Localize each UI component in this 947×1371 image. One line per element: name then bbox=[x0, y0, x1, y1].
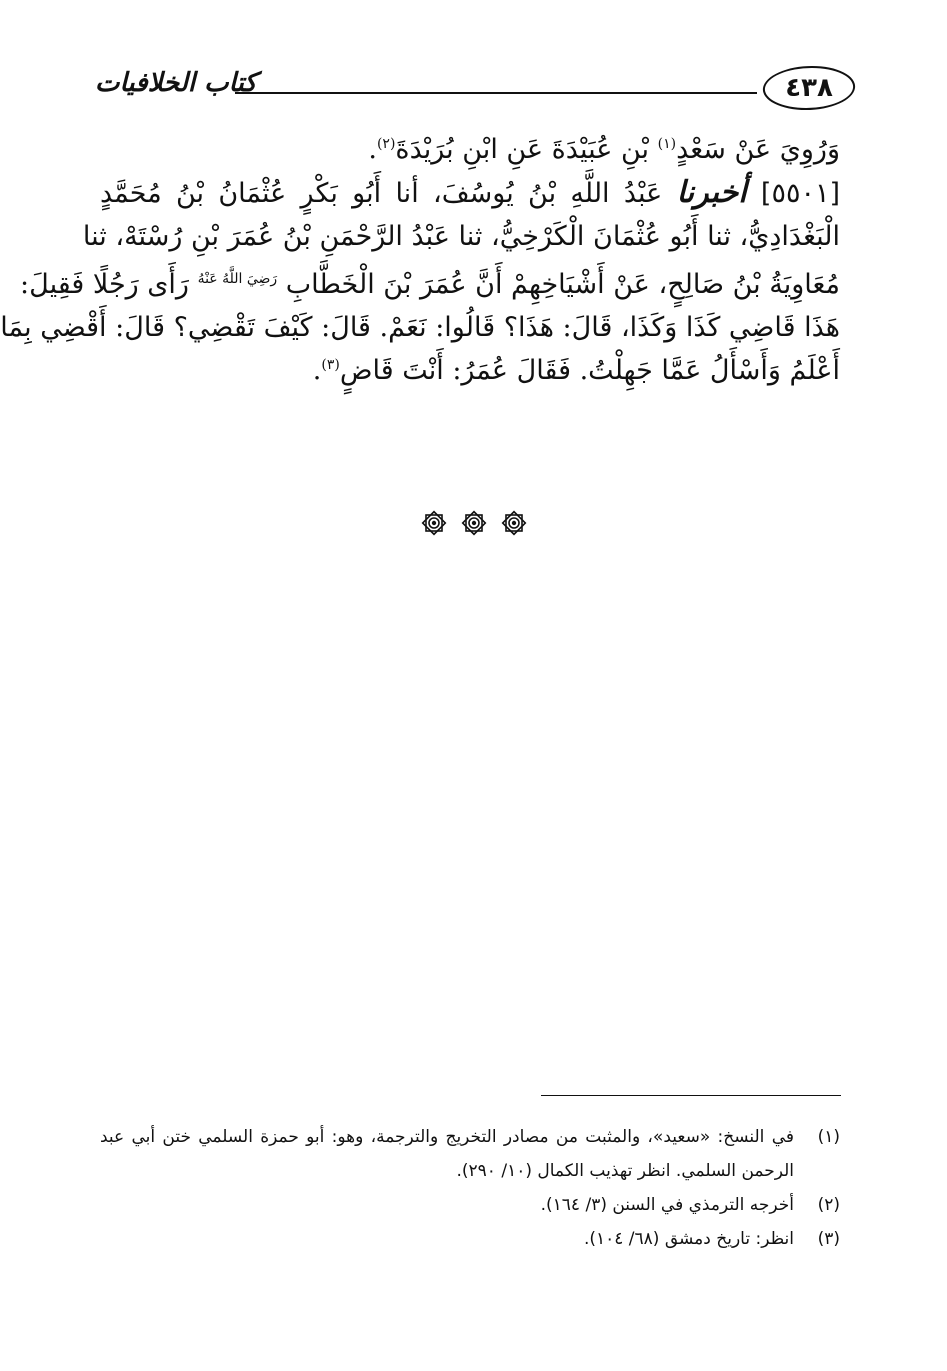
text-segment: . bbox=[368, 134, 377, 165]
footnote-2 bbox=[100, 1188, 840, 1222]
footnote-number: (١) bbox=[817, 1127, 840, 1147]
text-line-4 bbox=[20, 258, 840, 306]
footnote-number: (٢) bbox=[817, 1195, 840, 1215]
footnote-text: في النسخ: «سعيد»، والمثبت من مصادر التخريج والترجمة، وهو: أبو حمزة السلمي ختن أبي عبد الرحمن السلمي. انظر تهذيب الكمال (١٠/ ٢٩٠). bbox=[100, 1127, 794, 1181]
text-line-3: الْبَغْدَادِيُّ، ثنا أَبُو عُثْمَانَ الْكَرْخِيُّ، ثنا عَبْدُ الرَّحْمَنِ بْنُ عُمَرَ بْنِ رُسْتَهْ، ثنا bbox=[82, 221, 840, 252]
footnote-3 bbox=[100, 1222, 840, 1256]
text-line-1 bbox=[100, 128, 840, 171]
page-header bbox=[95, 64, 855, 124]
footnote-number: (٣) bbox=[817, 1229, 840, 1249]
footnote-text: انظر: تاريخ دمشق (٦٨/ ١٠٤). bbox=[583, 1229, 794, 1249]
text-line-6 bbox=[100, 349, 840, 392]
akhbarana-keyword: أخبرنا bbox=[676, 175, 747, 210]
text-segment: مُعَاوِيَةُ بْنُ صَالِحٍ، عَنْ أَشْيَاخِهِمْ أَنَّ عُمَرَ بْنَ الْخَطَّابِ bbox=[285, 269, 840, 300]
ornament-icon bbox=[499, 508, 529, 538]
footnote-ref-2[interactable]: (٢) bbox=[376, 136, 396, 152]
text-segment: بْنِ عُبَيْدَةَ عَنِ ابْنِ بُرَيْدَةَ bbox=[395, 134, 650, 165]
ornament-icon bbox=[419, 508, 449, 538]
book-title: كتاب الخلافيات bbox=[95, 68, 257, 98]
footnotes bbox=[100, 1120, 840, 1256]
text-segment: عَبْدُ اللَّهِ بْنُ يُوسُفَ، أنا أَبُو بَكْرٍ عُثْمَانُ بْنُ مُحَمَّدٍ bbox=[100, 178, 663, 209]
footnote-separator bbox=[541, 1095, 841, 1096]
hadith-number: [٥٥٠١] bbox=[760, 178, 840, 209]
footnote-text: أخرجه الترمذي في السنن (٣/ ١٦٤). bbox=[540, 1195, 794, 1215]
page-number: ٤٣٨ bbox=[785, 73, 833, 103]
page-number-badge bbox=[763, 66, 855, 110]
text-segment: وَرُوِيَ عَنْ سَعْدٍ bbox=[676, 134, 840, 165]
text-line-2 bbox=[100, 171, 840, 215]
ornament-icon bbox=[459, 508, 489, 538]
honorific: رَضِيَ اللَّهُ عَنْهُ bbox=[197, 271, 278, 287]
header-rule bbox=[235, 92, 757, 94]
footnote-1 bbox=[100, 1120, 840, 1188]
text-segment: . bbox=[312, 355, 322, 386]
footnote-ref-1[interactable]: (١) bbox=[657, 136, 677, 152]
text-line-5: هَذَا قَاضِي كَذَا وَكَذَا، قَالَ: هَذَا؟ قَالُوا: نَعَمْ. قَالَ: كَيْفَ تَقْضِي؟ قَالَ: أَقْضِي بِمَا bbox=[0, 312, 840, 343]
body-text bbox=[0, 128, 840, 392]
text-segment: رَأَى رَجُلًا فَقِيلَ: bbox=[20, 269, 189, 300]
text-segment: أَعْلَمُ وَأَسْأَلُ عَمَّا جَهِلْتُ. فَقَالَ عُمَرُ: أَنْتَ قَاضٍ bbox=[339, 355, 840, 386]
footnote-ref-3[interactable]: (٣) bbox=[321, 357, 340, 373]
section-ornaments bbox=[0, 508, 947, 538]
